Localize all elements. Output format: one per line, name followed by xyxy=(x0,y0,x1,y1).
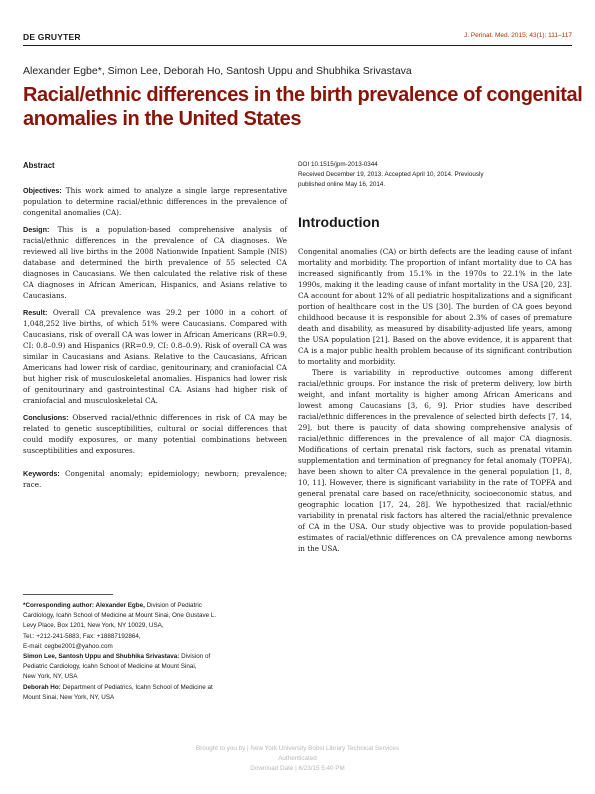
article-title: Racial/ethnic differences in the birth prevalence of congenital anomalies in the United States xyxy=(23,84,583,130)
footnote-line xyxy=(23,652,287,662)
corresponding-author-label: *Corresponding author: Alexander Egbe, xyxy=(23,602,145,609)
body-column xyxy=(298,160,572,554)
intro-paragraph-1: Congenital anomalies (CA) or birth defects are the leading cause of infant mortality and morbidity. The proportion of infant mortality due to CA has increased significantly from 15.1% in the 1970s to 22.1% in the late 1990s, making it the leading cause of infant mortality in the USA [20, 23]. CA account for about 12% of all pediatric hospitalizations and a significant portion of healthcare cost in the US [30]. The burden of CA goes beyond childhood because it is responsible for about 2.3% of cases of premature death and disability, as measured by disability-adjusted life years, among the USA population [21]. Based on the above evidence, it is apparent that CA is a major public health problem because of its significant contribution to mortality and morbidity. xyxy=(298,246,572,366)
result-text: Overall CA prevalence was 29.2 per 1000 in a cohort of 1,048,252 live births, of which 51% were Caucasians. Compared with Caucasians, risk of overall CA was lower in African Americans (RR=0.9, CI: 0.8–0.9) and Hispanics (RR=0.9, CI: 0.8–0.9). Risk of overall CA was similar in Caucasians and Asians. Relative to the Caucasians, African Americans had lower risk of cardiac, genitourinary, and craniofacial CA but higher risk of musculoskeletal anomalies. Hispanics had lower risk of genitourinary and gastrointestinal CA. Asians had higher risk of craniofacial and musculoskeletal CA. xyxy=(23,308,287,405)
intro-paragraph-2: There is variability in reproductive outcomes among different racial/ethnic groups. For instance the risk of preterm delivery, low birth weight, and infant mortality is higher among African Americans and lowest among Caucasians [3, 6, 9]. Prior studies have described racial/ethnic differences in the prevalence of selected birth defects [7, 14, 29], but there is paucity of data showing comprehensive analysis of racial/ethnic differences in the prevalence of all major CA diagnosis. Modifications of certain prenatal risk factors, such as prenatal vitamin supplementation and termination of pregnancy for fetal anomaly (TOPFA), have been shown to alter CA prevalence in the general population [1, 8, 10, 11]. However, there is significant variability in the rate of TOPFA and general prenatal care based on race/ethnicity, socioeconomic status, and geographic location [17, 24, 28]. We hypothesized that racial/ethnic variability in prenatal risk factors has altered the racial/ethnic prevalence of CA in the USA. Our study objective was to provide population-based estimates of racial/ethnic differences on CA prevalence among newborns in the USA. xyxy=(298,367,572,553)
keywords-text: Congenital anomaly; epidemiology; newborn; prevalence; race. xyxy=(23,469,287,489)
footnote-line: Levy Place, Box 1201, New York, NY 10029, USA, xyxy=(23,622,164,630)
affiliation-label: Deborah Ho: xyxy=(23,683,61,691)
publisher-name: DE GRUYTER xyxy=(23,32,81,42)
footnote-rule xyxy=(23,594,113,595)
received-line: published online May 16, 2014. xyxy=(298,181,386,189)
keywords-label: Keywords: xyxy=(23,469,60,478)
result-label: Result: xyxy=(23,308,48,317)
journal-citation: J. Perinat. Med. 2015; 43(1): 111–117 xyxy=(463,32,572,39)
header-rule xyxy=(23,45,572,46)
abstract-column xyxy=(23,160,287,497)
footnote-line: Cardiology, Icahn School of Medicine at Mount Sinai, One Gustave L. xyxy=(23,612,217,620)
design-text: This is a population-based comprehensive analysis of racial/ethnic differences in the prevalence of CA diagnoses. We reviewed all live births in the 2008 Nationwide Inpatient Sample (NIS) database and determined the birth prevalence of 55 selected CA diagnoses in Caucasians. We then calculated the relative risk of these CA diagnoses in African American, Hispanics, and Asians relative to Caucasians. xyxy=(23,225,287,300)
watermark-line: Brought to you by | New York University Bobst Library Technical Services xyxy=(195,745,400,752)
abstract-objectives xyxy=(23,185,287,218)
abstract-keywords xyxy=(23,468,287,490)
footnote-line: Mount Sinai, New York, NY, USA xyxy=(23,693,115,701)
author-list: Alexander Egbe*, Simon Lee, Deborah Ho, Santosh Uppu and Shubhika Srivastava xyxy=(23,65,412,77)
conclusions-text: Observed racial/ethnic differences in risk of CA may be related to genetic susceptibilities, cultural or social differences that could modify exposures, or many potential combinations between susceptibilities and exposures. xyxy=(23,413,287,455)
objectives-label: Objectives: xyxy=(23,186,62,195)
section-heading-introduction: Introduction xyxy=(298,213,380,230)
footnote-line: New York, NY, USA xyxy=(23,673,78,681)
abstract-conclusions xyxy=(23,412,287,456)
footnote-email: E-mail: cegbe2001@yahoo.com xyxy=(23,642,113,650)
footnote-line: Pediatric Cardiology, Icahn School of Medicine at Mount Sinai, xyxy=(23,663,197,671)
affiliation-label: Simon Lee, Santosh Uppu and Shubhika Srivastava: xyxy=(23,653,180,661)
doi-line: DOI 10.1515/jpm-2013-0344 xyxy=(298,161,378,168)
abstract-result xyxy=(23,307,287,406)
received-line: Received December 19, 2013. Accepted April 10, 2014. Previously xyxy=(298,171,484,179)
design-label: Design: xyxy=(23,225,50,234)
download-watermark xyxy=(0,744,595,774)
objectives-text: This work aimed to analyze a single large representative population to determine racial/ethnic differences in the prevalence of congenital anomalies (CA). xyxy=(23,186,287,217)
footnote-text: Department of Pediatrics, Icahn School of Medicine at xyxy=(62,683,213,691)
watermark-line: Authenticated xyxy=(278,755,317,762)
footnote-line: Tel.: +212-241-5883, Fax: +18887192864, xyxy=(23,632,141,640)
footnote-line xyxy=(23,601,287,611)
footnote-line xyxy=(23,683,287,693)
abstract-design xyxy=(23,224,287,301)
footnote-text: Division of xyxy=(181,653,211,661)
watermark-line: Download Date | 6/23/15 5:40 PM xyxy=(250,765,345,772)
abstract-heading: Abstract xyxy=(23,161,55,170)
conclusions-label: Conclusions: xyxy=(23,413,69,422)
author-footnote xyxy=(23,601,287,703)
footnote-text: Division of Pediatric xyxy=(146,602,202,609)
